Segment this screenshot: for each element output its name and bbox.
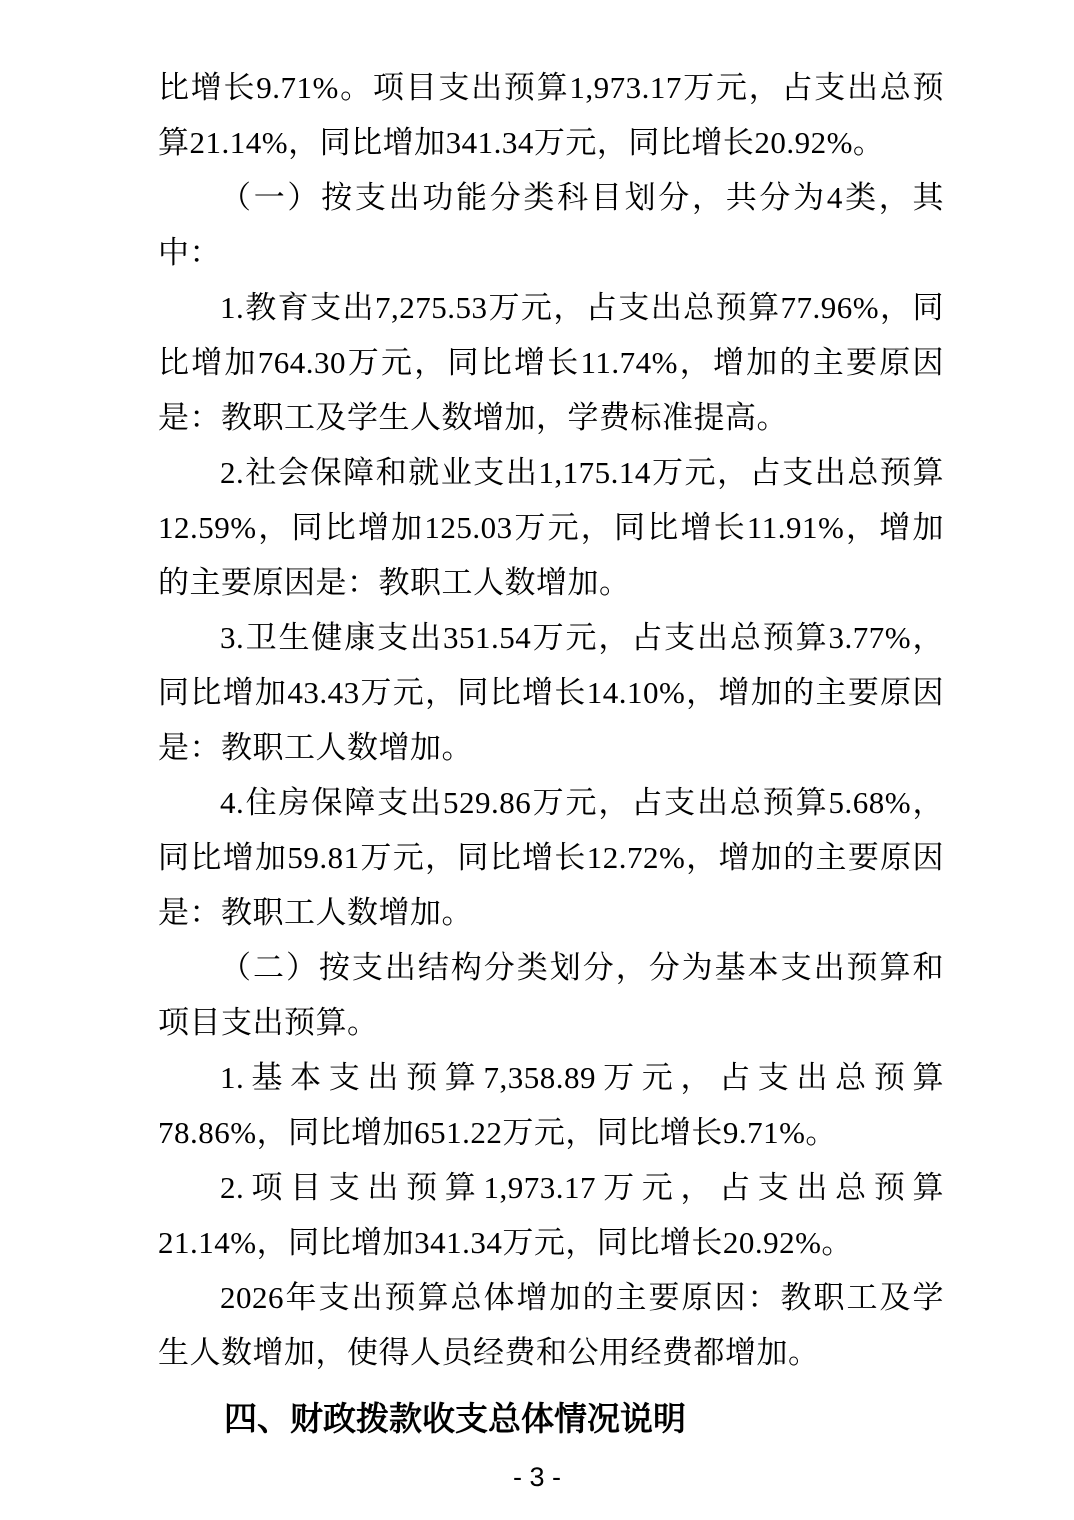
document-body — [158, 60, 944, 1448]
body-paragraph: 3.卫生健康支出351.54万元，占支出总预算3.77%，同比增加43.43万元，同比增长14.10%，增加的主要原因是：教职工人数增加。 — [158, 620, 944, 765]
body-paragraph: （一）按支出功能分类科目划分，共分为4类，其中： — [158, 180, 944, 270]
section-heading: 四、财政拨款收支总体情况说明 — [224, 1400, 686, 1437]
body-paragraph: 2026年支出预算总体增加的主要原因：教职工及学生人数增加，使得人员经费和公用经费都增加。 — [158, 1280, 944, 1370]
body-paragraph: （二）按支出结构分类划分，分为基本支出预算和项目支出预算。 — [158, 950, 944, 1040]
body-paragraph: 2.社会保障和就业支出1,175.14万元，占支出总预算12.59%，同比增加125.03万元，同比增长11.91%，增加的主要原因是：教职工人数增加。 — [158, 455, 944, 600]
body-paragraph: 1.教育支出7,275.53万元，占支出总预算77.96%，同比增加764.30万元，同比增长11.74%，增加的主要原因是：教职工及学生人数增加，学费标准提高。 — [158, 290, 944, 435]
body-paragraph: 2.项目支出预算1,973.17万元，占支出总预算21.14%，同比增加341.34万元，同比增长20.92%。 — [158, 1170, 944, 1260]
body-paragraph: 4.住房保障支出529.86万元，占支出总预算5.68%，同比增加59.81万元，同比增长12.72%，增加的主要原因是：教职工人数增加。 — [158, 785, 944, 930]
page-number: - 3 - — [512, 1462, 561, 1492]
body-paragraph: 比增长9.71%。项目支出预算1,973.17万元，占支出总预算21.14%，同比增加341.34万元，同比增长20.92%。 — [158, 70, 944, 160]
body-paragraph: 1.基本支出预算7,358.89万元，占支出总预算78.86%，同比增加651.22万元，同比增长9.71%。 — [158, 1060, 944, 1150]
